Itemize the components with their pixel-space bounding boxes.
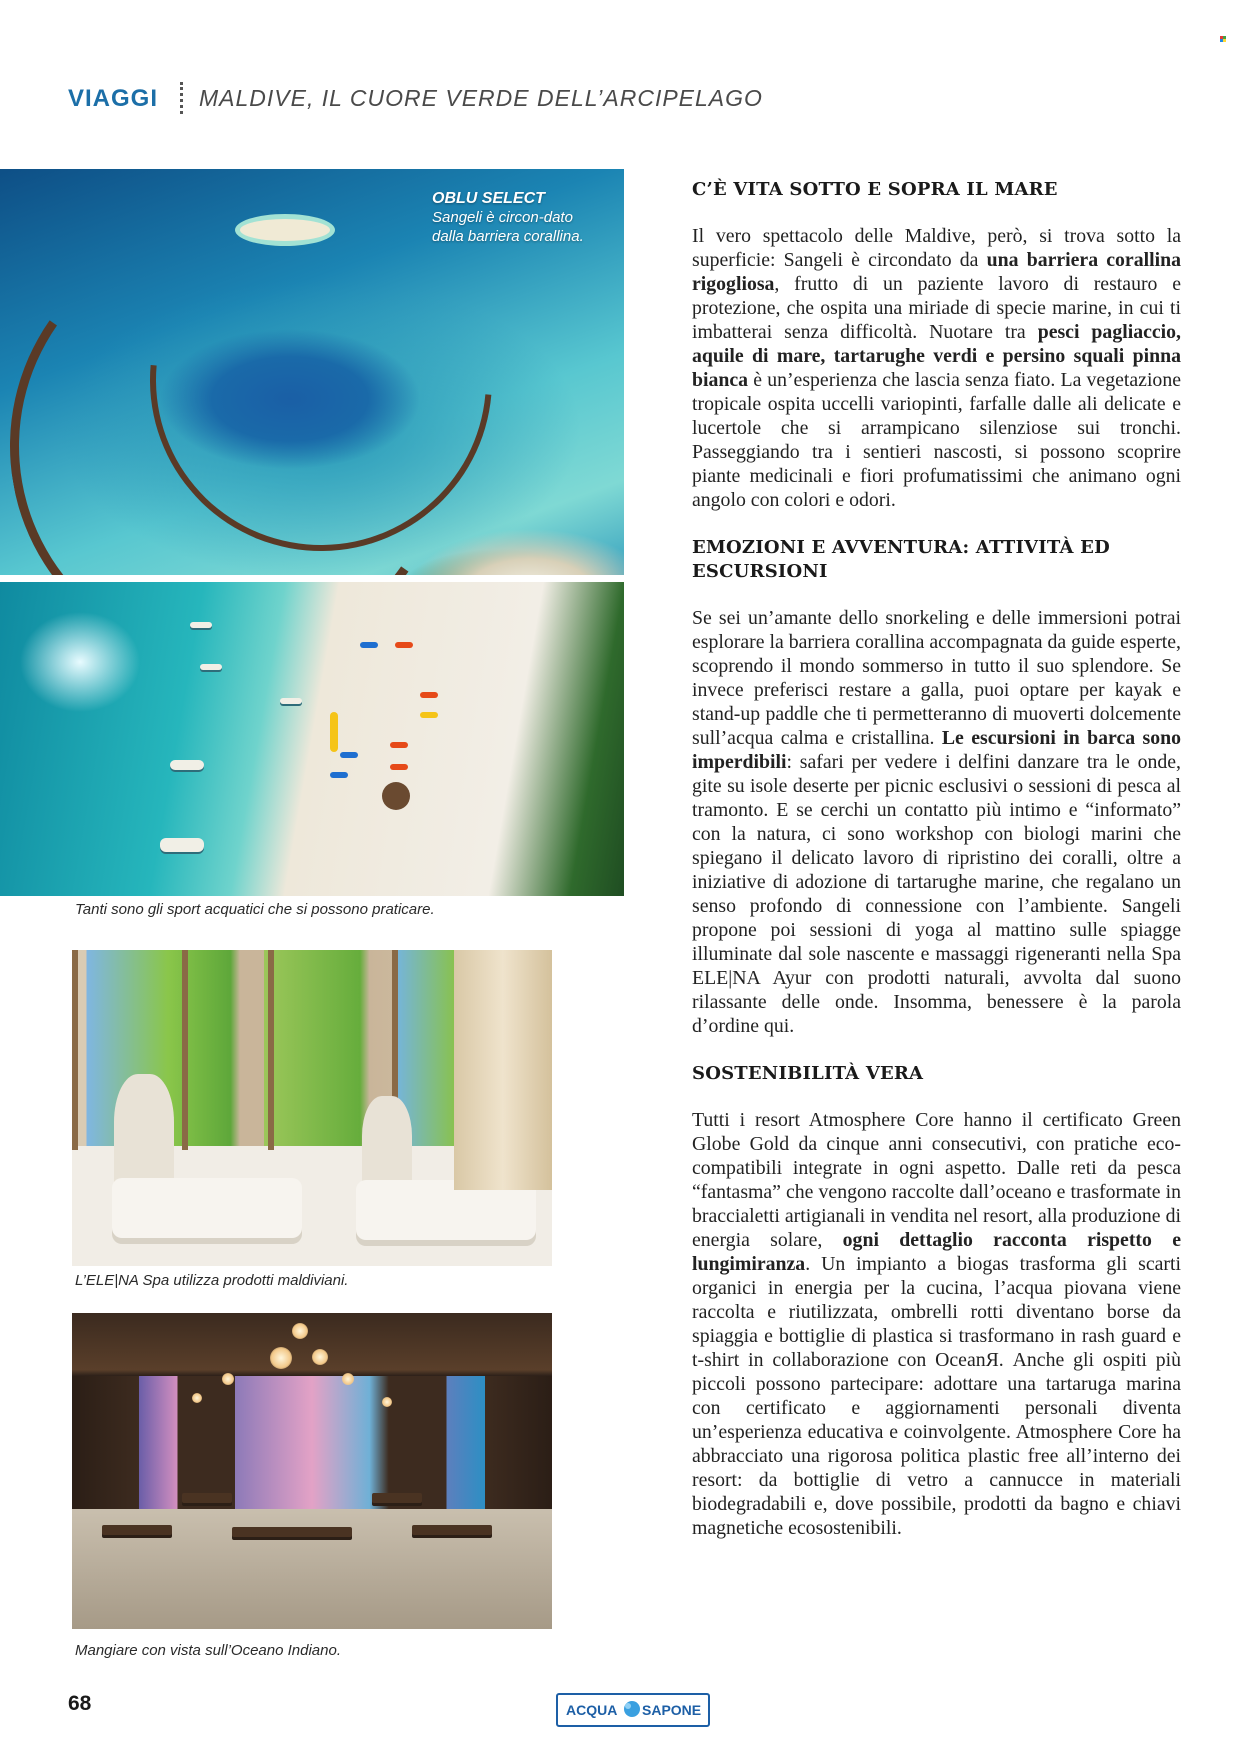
body-paragraph: Se sei un’amante dello snorkeling e delle immersioni potrai esplorare la barriera corallina accompagnata da guide esperte, scoprendo il mondo sommerso in tutto il suo splendore. Se invece preferisci restare a galla, puoi optare per kayak e stand-up paddle che ti permetteranno di muoverti dolcemente sull’acqua calma e cristallina. Le escursioni in barca sono imperdibili: safari per vedere i delfini danzare tra le onde, gite su isole deserte per picnic esclusivi o sessioni di pesca al tramonto. E se cerchi un contatto più intimo e “informato” con la natura, ci sono workshop con biologi marini che spiegano il delicato lavoro di ripristino dei coralli, oltre a iniziative di adozione di tartarughe marine, che regalano un senso profondo di connessione con l’ambiente. Sangeli propone poi sessioni di yoga al mattino sulle spiagge illuminate dal sole nascente e massaggi rigeneranti nella Spa ELE|NA Ayur con prodotti naturali, avvolta dal suono rilassante delle onde. Insomma, benessere è la parola d’ordine qui. [692,607,1182,1037]
spa-photo-caption: L’ELE|NA Spa utilizza prodotti maldiviani. [75,1272,349,1289]
dining-table [372,1493,422,1503]
beach-photo-caption: Tanti sono gli sport acquatici che si possono praticare. [75,901,435,918]
kayak [340,752,358,758]
boat [160,838,204,852]
kayak [330,712,338,752]
curtain [454,950,552,1190]
small-islet [240,219,330,241]
beach-umbrella [382,782,410,810]
dining-table [102,1525,172,1535]
aerial-resort-photo [0,169,624,575]
pendant-lamp [270,1347,292,1369]
kayak [390,764,408,770]
window-frame [268,950,274,1150]
dining-table [412,1525,492,1535]
kayak [360,642,378,648]
kayak [420,712,438,718]
svg-text:SAPONE: SAPONE [642,1702,702,1718]
dining-table [182,1493,232,1503]
restaurant-photo-caption: Mangiare con vista sull’Oceano Indiano. [75,1642,341,1659]
section-label: VIAGGI [68,85,159,112]
body-paragraph: Il vero spettacolo delle Maldive, però, si trova sotto la superficie: Sangeli è circondato da una barriera corallina rigogliosa, frutto di un paziente lavoro di restauro e protezione, che ospita una miriade di specie marine, in cui ti imbatterai senza difficoltà. Nuotare tra pesci pagliaccio, aquile di mare, tartarughe verdi e persino squali pinna bianca è un’esperienza che lascia senza fiato. La vegetazione tropicale ospita uccelli variopinti, farfalle dalle ali delicate e lucertole che si arrampicano silenziose sui tronchi. Passeggiando tra i sentieri nascosti, si possono scoprire piante medicinali e fiori profumatissimi che animano ogni angolo con colori e odori. [692,225,1181,511]
acqua-sapone-logo [556,1693,710,1727]
page-number: 68 [68,1692,92,1715]
dining-table [232,1527,352,1537]
aerial-caption-title: OBLU SELECT [432,190,545,207]
svg-text:ACQUA: ACQUA [566,1702,618,1718]
aerial-caption-text: Sangeli è circon-dato dalla barriera corallina. [432,209,584,245]
beach-watersports-photo [0,582,624,896]
kayak [420,692,438,698]
pendant-lamp [222,1373,234,1385]
boat [200,664,222,670]
section-heading: C’È VITA SOTTO E SOPRA IL MARE [692,179,1058,200]
aerial-photo-caption [432,189,598,246]
spa-massage-photo [72,950,552,1266]
boat [280,698,302,704]
restaurant-ocean-view-photo [72,1313,552,1629]
window-frame [182,950,188,1150]
section-heading: SOSTENIBILITÀ VERA [692,1063,924,1084]
kayak [395,642,413,648]
header-separator [180,82,183,114]
pendant-lamp [382,1397,392,1407]
kayak [390,742,408,748]
pendant-lamp [312,1349,328,1365]
boat [170,760,204,770]
article-column [692,178,1181,1540]
pendant-lamp [292,1323,308,1339]
body-paragraph: Tutti i resort Atmosphere Core hanno il certificato Green Globe Gold da cinque anni consecutivi, con pratiche eco-compatibili integrate in ogni aspetto. Dalle reti da pesca “fantasma” che vengono raccolte dall’oceano e trasformate in braccialetti artigianali in vendita nel resort, alla produzione di energia solare, ogni dettaglio racconta rispetto e lungimiranza. Un impianto a biogas trasforma gli scarti organici in energia per la cucina, l’acqua piovana viene raccolta e riutilizzata, ombrelli rotti diventano borse da spiaggia e bottiglie di plastica si trasformano in rash guard e t-shirt in collaborazione con OceanЯ. Anche gli ospiti più piccoli possono partecipare: adottare una tartaruga marina con certificato e aggiornamenti personali diventa un’esperienza educativa e coinvolgente. Atmosphere Core ha abbracciato una rigorosa politica plastic free all’interno dei resort: da bottiglie di vetro a cannucce in materiali biodegradabili e, dove possibile, prodotti da bagno e chiavi magnetiche ecosostenibili. [692,1109,1181,1539]
massage-bed [112,1178,302,1238]
pendant-lamp [342,1373,354,1385]
corner-color-mark [1220,36,1226,42]
window-frame [72,950,78,1150]
page-header [68,82,763,118]
article-title: MALDIVE, IL CUORE VERDE DELL’ARCIPELAGO [199,85,763,111]
pendant-lamp [192,1393,202,1403]
therapist [114,1074,174,1194]
boat [190,622,212,628]
brand-logo-mark [562,1698,704,1722]
section-heading: EMOZIONI E AVVENTURA: ATTIVITÀ ED ESCURSIONI [692,537,1110,582]
kayak [330,772,348,778]
